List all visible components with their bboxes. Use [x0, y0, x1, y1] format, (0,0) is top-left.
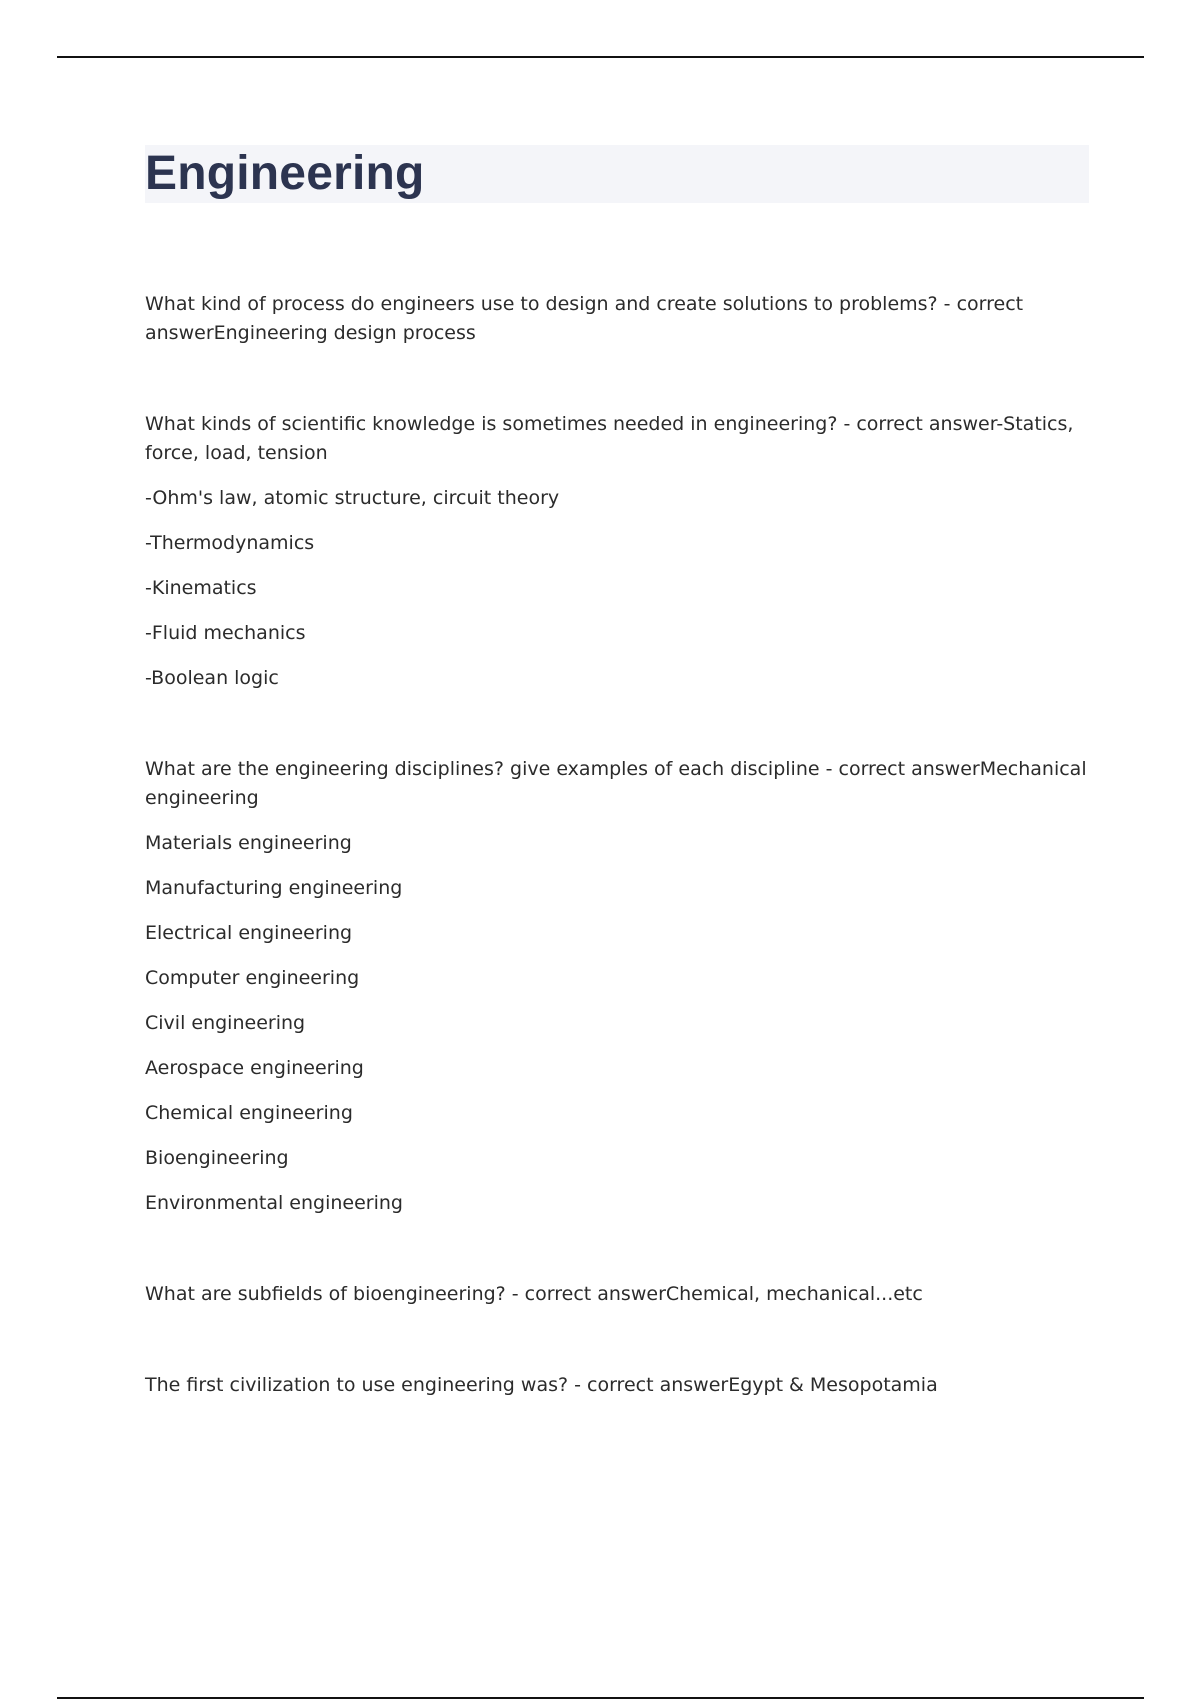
qa-item-3: [145, 755, 1089, 1218]
bottom-rule: [57, 1697, 1144, 1699]
qa-answer-line: -Ohm's law, atomic structure, circuit theory: [145, 487, 560, 509]
qa-item-1: [145, 290, 1089, 348]
document-body: [145, 290, 1089, 1400]
qa-answer-line: -Boolean logic: [145, 667, 279, 689]
qa-answer-line: Manufacturing engineering: [145, 877, 403, 899]
top-rule: [57, 56, 1144, 58]
qa-answer-line: Environmental engineering: [145, 1192, 403, 1214]
page-title: Engineering: [145, 147, 425, 200]
qa-question-answer: The first civilization to use engineering was? - correct answerEgypt & Mesopotamia: [145, 1374, 938, 1396]
qa-question-answer: What are the engineering disciplines? give examples of each discipline - correct answerMechanical engineering: [145, 758, 1087, 809]
qa-answer-line: Chemical engineering: [145, 1102, 353, 1124]
qa-question-answer: What are subfields of bioengineering? - correct answerChemical, mechanical...etc: [145, 1283, 923, 1305]
qa-answer-line: -Fluid mechanics: [145, 622, 306, 644]
qa-answer-line: -Kinematics: [145, 577, 257, 599]
qa-answer-line: Materials engineering: [145, 832, 352, 854]
qa-answer-line: Civil engineering: [145, 1012, 306, 1034]
qa-answer-line: Aerospace engineering: [145, 1057, 364, 1079]
qa-item-4: [145, 1280, 1089, 1309]
qa-answer-line: Computer engineering: [145, 967, 360, 989]
qa-item-2: [145, 410, 1089, 693]
qa-answer-line: Electrical engineering: [145, 922, 353, 944]
qa-item-5: [145, 1371, 1089, 1400]
qa-question-answer: What kinds of scientific knowledge is sometimes needed in engineering? - correct answer-Statics, force, load, tension: [145, 413, 1074, 464]
qa-question-answer: What kind of process do engineers use to design and create solutions to problems? - correct answerEngineering design process: [145, 293, 1024, 344]
qa-answer-line: -Thermodynamics: [145, 532, 315, 554]
qa-answer-line: Bioengineering: [145, 1147, 289, 1169]
